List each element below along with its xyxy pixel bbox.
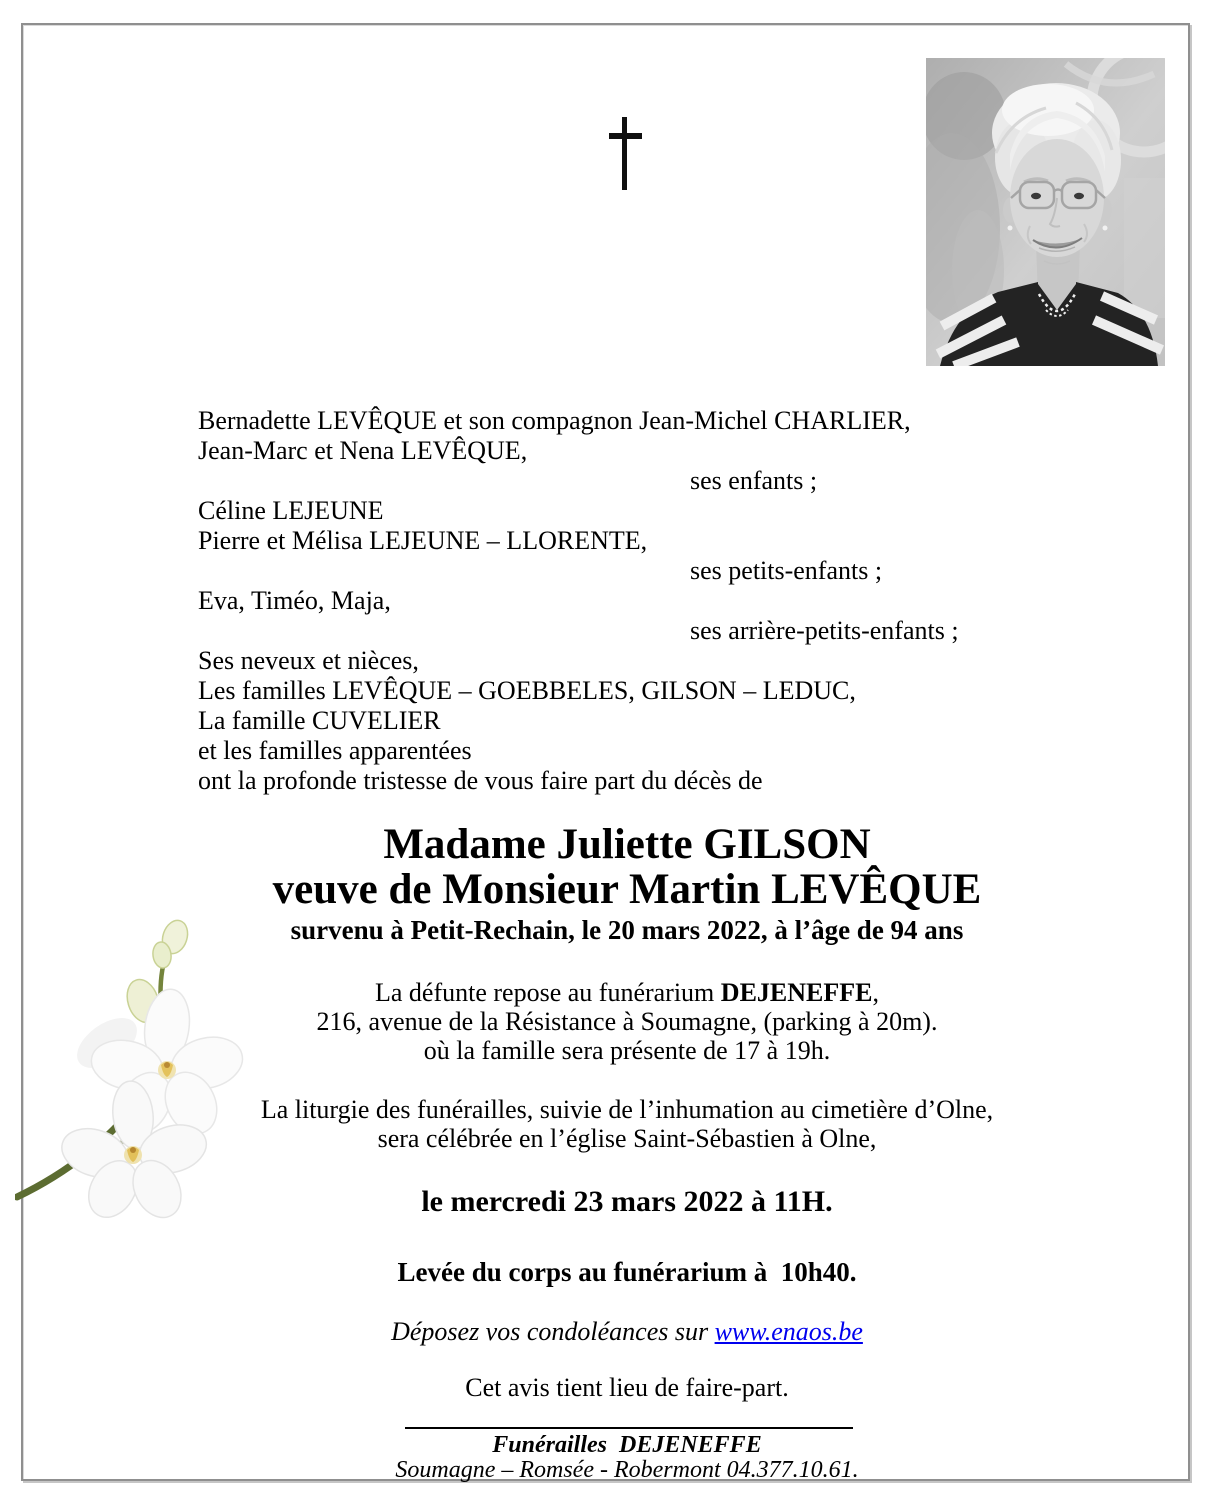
repose-line-1: La défunte repose au funérarium DEJENEFFE, — [375, 978, 879, 1007]
liturgy-paragraph — [62, 1095, 1192, 1153]
enaos-link[interactable]: www.enaos.be — [714, 1317, 863, 1346]
funeral-home-name: Funérailles DEJENEFFE — [492, 1432, 762, 1458]
family-line: et les familles apparentées — [198, 736, 472, 765]
funeral-home-locations: Soumagne – Romsée - Robermont 04.377.10.61. — [395, 1457, 859, 1483]
footer-divider — [405, 1427, 853, 1429]
condolences-text: Déposez vos condoléances sur — [391, 1317, 715, 1346]
family-line: Jean-Marc et Nena LEVÊQUE, — [198, 436, 528, 465]
relationship-label: ses petits-enfants ; — [690, 556, 883, 585]
relationship-label: ses enfants ; — [690, 466, 818, 495]
deceased-name: Madame Juliette GILSON — [383, 821, 871, 868]
body-removal-line: Levée du corps au funérarium à 10h40. — [397, 1257, 857, 1287]
relationship-label: ses arrière-petits-enfants ; — [690, 616, 959, 645]
repose-line-3: où la famille sera présente de 17 à 19h. — [423, 1036, 831, 1065]
family-line: Ses neveux et nièces, — [198, 646, 419, 675]
repose-line-2: 216, avenue de la Résistance à Soumagne, (parking à 20m). — [316, 1007, 938, 1036]
ceremony-datetime: le mercredi 23 mars 2022 à 11H. — [421, 1185, 833, 1218]
widow-line: veuve de Monsieur Martin LEVÊQUE — [272, 866, 982, 913]
liturgy-line-1: La liturgie des funérailles, suivie de l’inhumation au cimetière d’Olne, — [260, 1095, 994, 1124]
funeral-home-bold: DEJENEFFE — [720, 978, 873, 1007]
family-line: La famille CUVELIER — [198, 706, 441, 735]
repose-paragraph — [62, 978, 1192, 1065]
announcement-line: ont la profonde tristesse de vous faire part du décès de — [198, 766, 763, 795]
condolences-line — [62, 1316, 1192, 1348]
death-details: survenu à Petit-Rechain, le 20 mars 2022, à l’âge de 94 ans — [290, 915, 964, 945]
notice-line: Cet avis tient lieu de faire-part. — [465, 1373, 789, 1402]
family-list — [198, 406, 1078, 796]
portrait-photo — [926, 58, 1165, 366]
family-line: Céline LEJEUNE — [198, 496, 384, 525]
family-line: Bernadette LEVÊQUE et son compagnon Jean-Michel CHARLIER, — [198, 406, 911, 435]
liturgy-line-2: sera célébrée en l’église Saint-Sébastien à Olne, — [377, 1124, 877, 1153]
family-line: Les familles LEVÊQUE – GOEBBELES, GILSON – LEDUC, — [198, 676, 856, 705]
family-line: Eva, Timéo, Maja, — [198, 586, 391, 615]
family-line: Pierre et Mélisa LEJEUNE – LLORENTE, — [198, 526, 648, 555]
memorial-cross-icon — [609, 117, 642, 190]
